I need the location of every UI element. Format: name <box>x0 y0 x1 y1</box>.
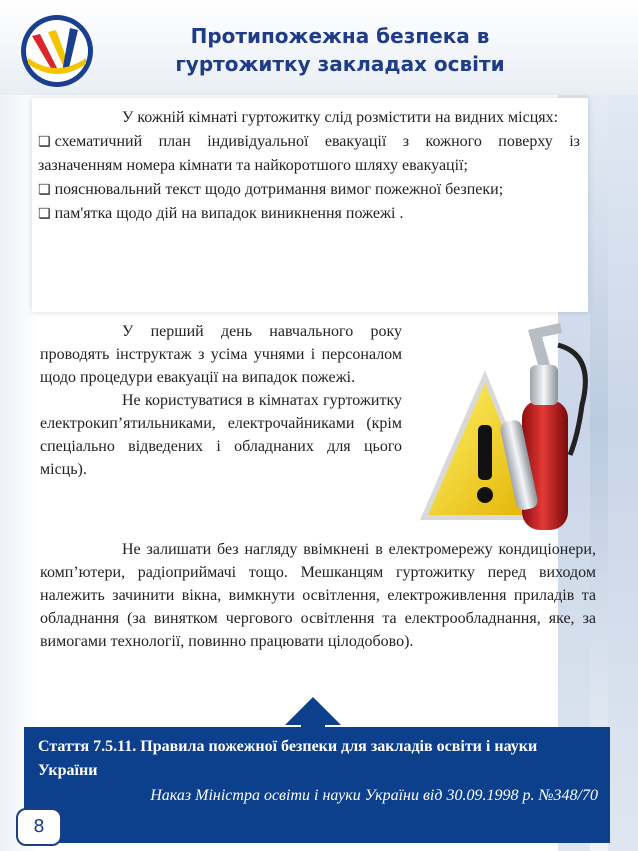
title-line-2: гуртожитку закладах освіти <box>175 52 505 76</box>
intro-item: ❏ пам'ятка щодо дій на випадок виникнення пожежі . <box>38 202 580 227</box>
paragraph-unattended-text: Не залишати без нагляду ввімкнені в електромережу кондиціонери, комп’ютери, радіоприймачі тощо. Мешканцям гуртожитку перед виходом належить зачинити вікна, вимкнути освітлення, електроживлення приладів та обладнання (за винятком чергового освітлення та електрообладнання, яке, за вимогами технології, повинно працювати цілодобово). <box>40 541 596 650</box>
body-column <box>40 320 402 481</box>
intro-lead: У кожній кімнаті гуртожитку слід розмістити на видних місцях: <box>122 109 559 126</box>
intro-text <box>38 106 580 227</box>
paragraph-instruction: У перший день навчального року проводять інструктаж з усіма учнями і персоналом щодо процедури евакуації на випадок пожежі. <box>40 323 402 386</box>
citation-source: Наказ Міністра освіти і науки України від 30.09.1998 р. №348/70 <box>150 787 598 804</box>
intro-item: ❏ пояснювальний текст щодо дотримання вимог пожежної безпеки; <box>38 178 580 203</box>
title-line-1: Протипожежна безпека в <box>190 24 490 48</box>
citation-title: Стаття 7.5.11. Правила пожежної безпеки для закладів освіти і науки України <box>38 738 538 779</box>
fire-extinguisher-warning-icon <box>410 315 600 540</box>
paragraph-unattended <box>40 538 596 653</box>
page-number: 8 <box>16 808 62 846</box>
page-title <box>120 22 560 78</box>
footer-citation <box>24 727 610 843</box>
intro-item: ❏ схематичний план індивідуальної евакуації з кожного поверху із зазначенням номера кімнати та найкоротшого шляху евакуації; <box>38 130 580 178</box>
paragraph-appliances: Не користуватися в кімнатах гуртожитку електрокип’ятильниками, електрочайниками (крім спеціально відведених і обладнаних для цього місць). <box>40 392 402 478</box>
university-logo-icon <box>18 12 96 90</box>
